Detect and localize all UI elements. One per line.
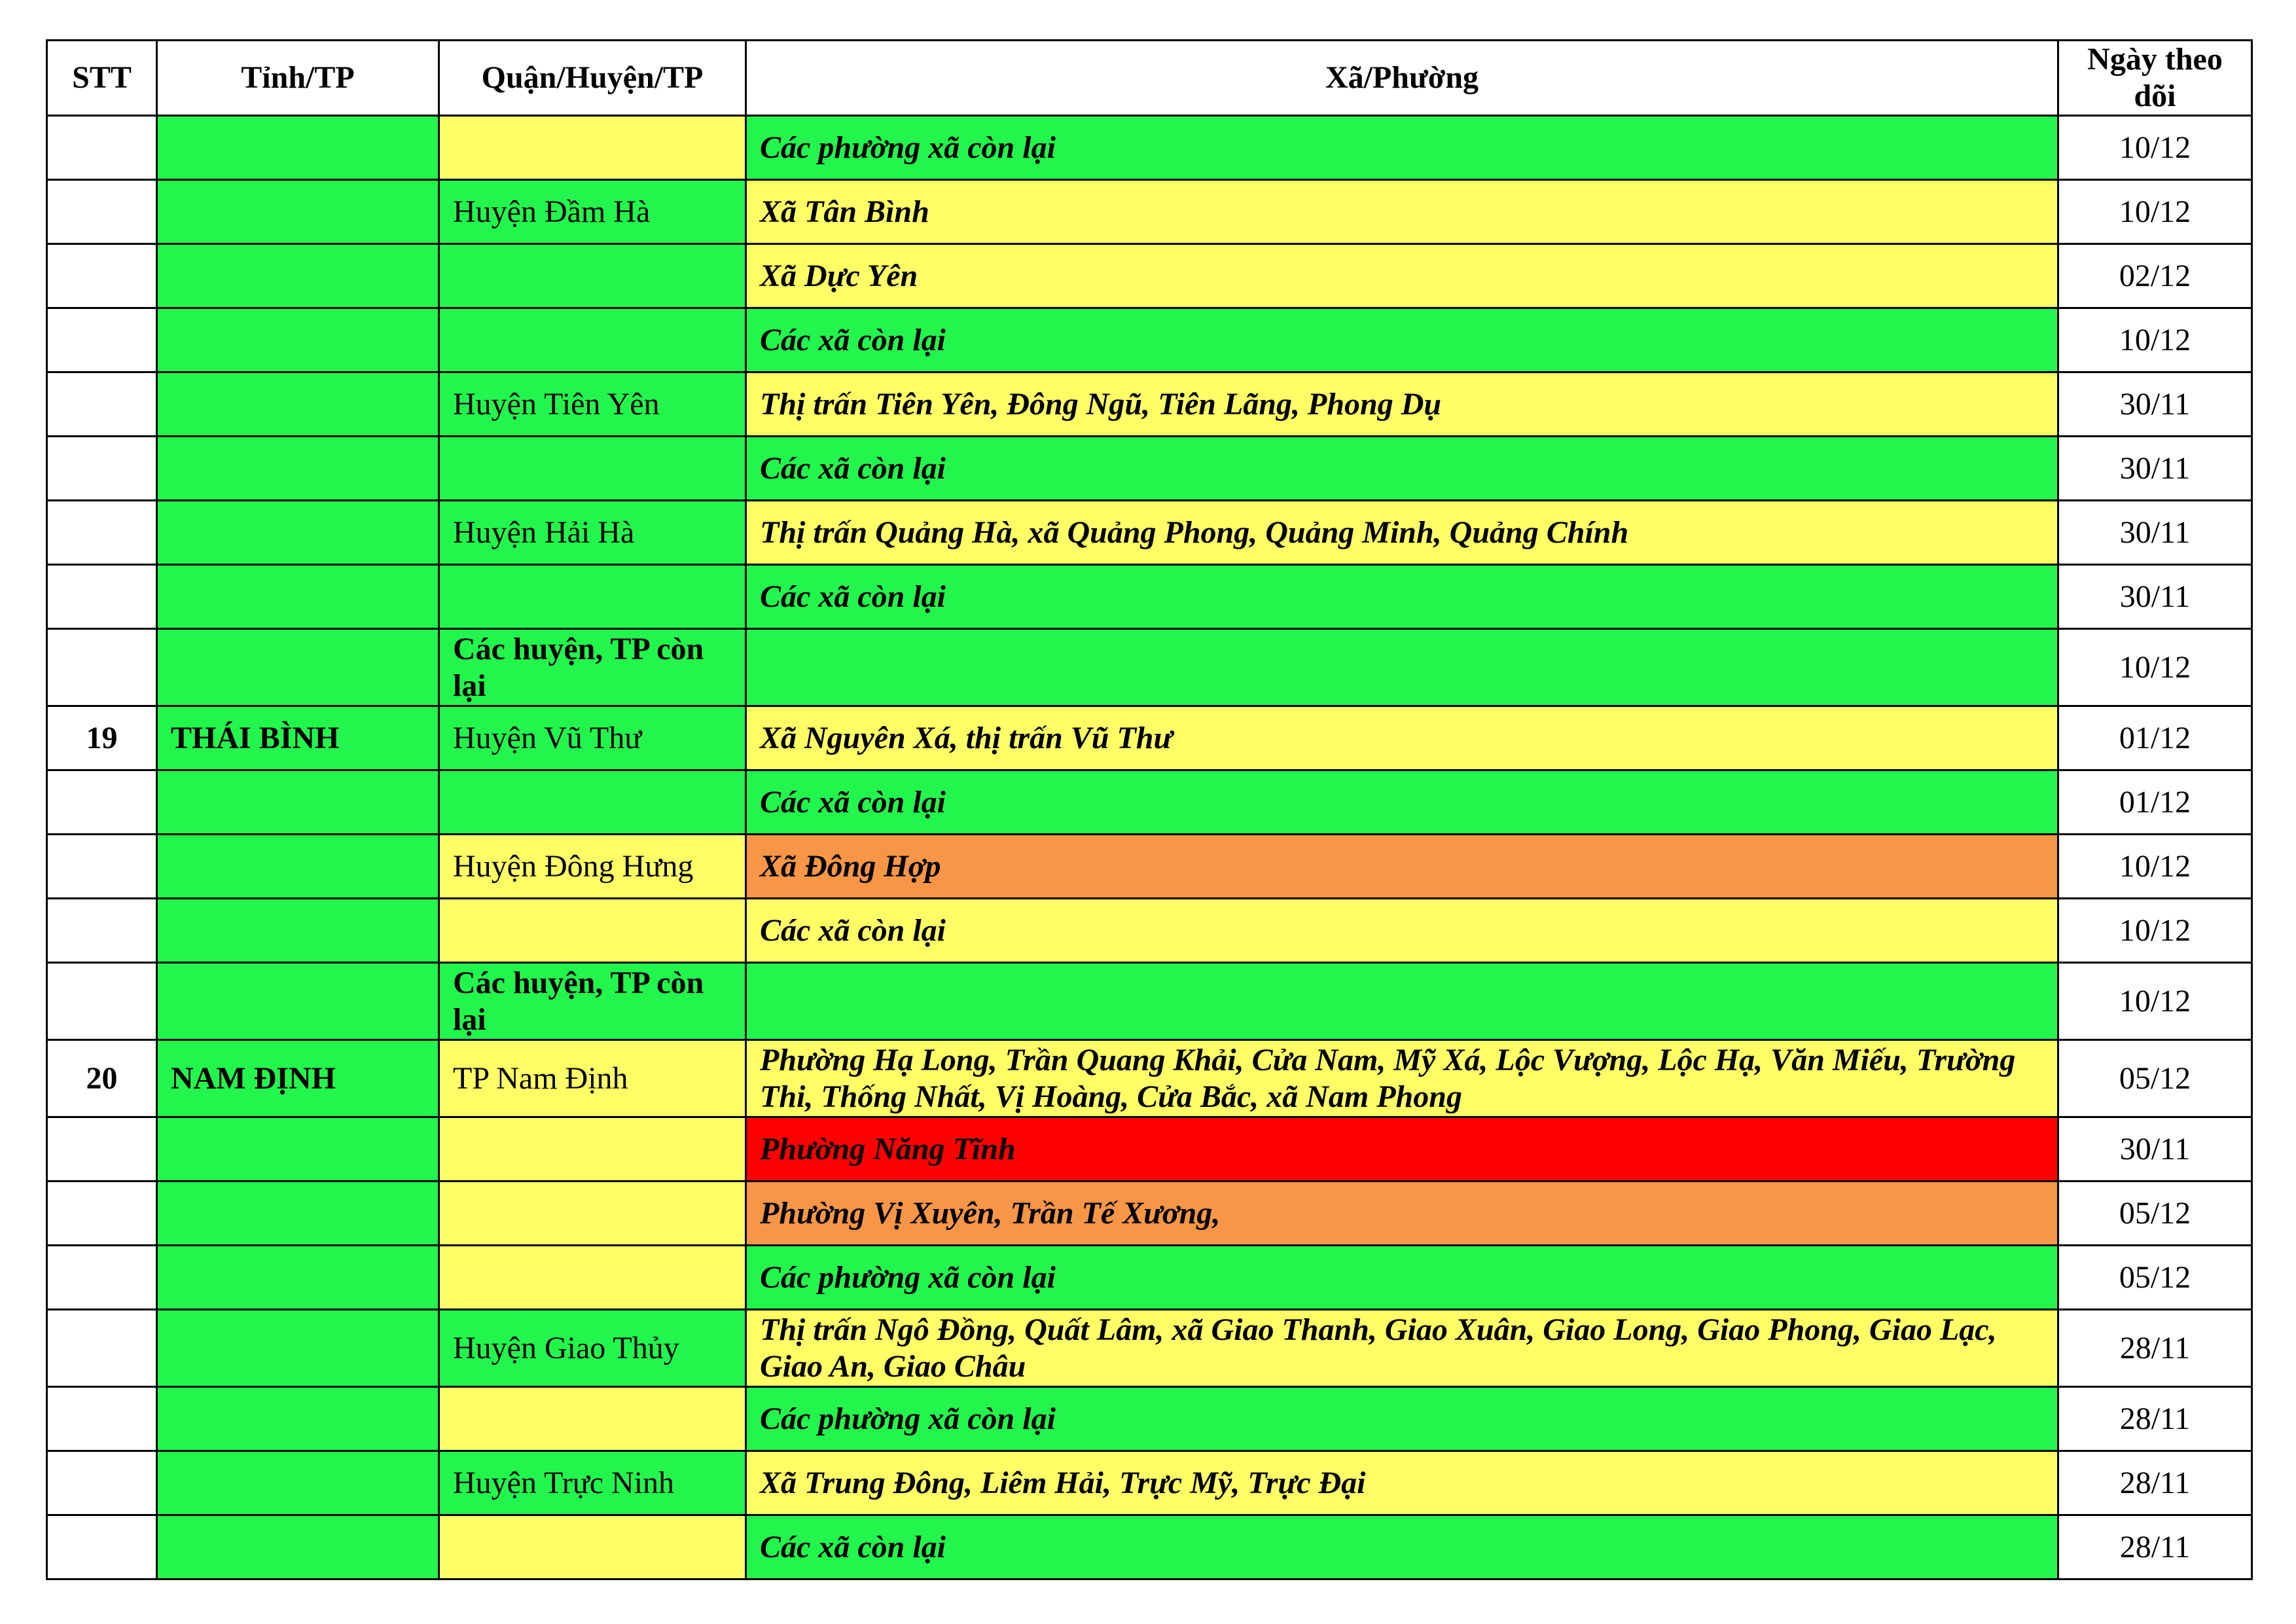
header-ngay: Ngày theo dõi [2058,41,2252,116]
huyen-cell: Huyện Giao Thủy [439,1310,746,1387]
ngay-cell: 30/11 [2058,372,2252,437]
tinh-cell [157,1515,439,1579]
ngay-cell: 01/12 [2058,706,2252,770]
stt-cell [47,1387,157,1451]
tinh-cell [157,244,439,308]
header-xa: Xã/Phường [746,41,2058,116]
tinh-cell [157,1387,439,1451]
table-row [47,899,2252,963]
stt-cell [47,770,157,835]
xa-cell: Các phường xã còn lại [746,1246,2058,1310]
stt-cell [47,244,157,308]
xa-cell: Các xã còn lại [746,437,2058,501]
huyen-cell: Huyện Trực Ninh [439,1451,746,1515]
stt-cell [47,437,157,501]
ngay-cell: 28/11 [2058,1387,2252,1451]
table-row [47,1040,2252,1117]
huyen-cell [439,1387,746,1451]
header-stt: STT [47,41,157,116]
table-row [47,1515,2252,1579]
stt-cell [47,835,157,899]
tinh-cell [157,501,439,565]
ngay-cell: 28/11 [2058,1515,2252,1579]
tinh-cell [157,565,439,629]
ngay-cell: 02/12 [2058,244,2252,308]
tinh-cell [157,372,439,437]
ngay-cell: 30/11 [2058,437,2252,501]
ngay-cell: 10/12 [2058,963,2252,1040]
xa-cell: Các xã còn lại [746,770,2058,835]
table-row [47,835,2252,899]
xa-cell [746,629,2058,706]
huyen-cell: Huyện Đông Hưng [439,835,746,899]
tinh-cell [157,1182,439,1246]
xa-cell: Các xã còn lại [746,899,2058,963]
table-row [47,963,2252,1040]
header-row [47,41,2252,116]
tinh-cell [157,308,439,372]
huyen-cell [439,116,746,180]
huyen-cell [439,437,746,501]
stt-cell [47,1451,157,1515]
stt-cell [47,1310,157,1387]
stt-cell [47,501,157,565]
ngay-cell: 28/11 [2058,1451,2252,1515]
huyen-cell: Huyện Tiên Yên [439,372,746,437]
xa-cell: Xã Dực Yên [746,244,2058,308]
ngay-cell: 10/12 [2058,899,2252,963]
ngay-cell: 30/11 [2058,501,2252,565]
monitoring-table [46,39,2253,1580]
table-row [47,565,2252,629]
xa-cell: Xã Nguyên Xá, thị trấn Vũ Thư [746,706,2058,770]
xa-cell: Các xã còn lại [746,565,2058,629]
table-row [47,372,2252,437]
stt-cell [47,899,157,963]
huyen-cell: Huyện Đầm Hà [439,180,746,244]
ngay-cell: 05/12 [2058,1182,2252,1246]
stt-cell [47,565,157,629]
ngay-cell: 10/12 [2058,835,2252,899]
tinh-cell [157,1310,439,1387]
stt-cell [47,308,157,372]
xa-cell: Thị trấn Quảng Hà, xã Quảng Phong, Quảng Minh, Quảng Chính [746,501,2058,565]
huyen-cell: Huyện Hải Hà [439,501,746,565]
table-row [47,1451,2252,1515]
huyen-cell: Huyện Vũ Thư [439,706,746,770]
stt-cell: 19 [47,706,157,770]
huyen-cell [439,308,746,372]
ngay-cell: 30/11 [2058,565,2252,629]
table-row [47,501,2252,565]
xa-cell: Các phường xã còn lại [746,1387,2058,1451]
huyen-cell [439,244,746,308]
huyen-cell: Các huyện, TP còn lại [439,963,746,1040]
xa-cell [746,963,2058,1040]
stt-cell [47,963,157,1040]
tinh-cell [157,180,439,244]
xa-cell: Thị trấn Ngô Đồng, Quất Lâm, xã Giao Thanh, Giao Xuân, Giao Long, Giao Phong, Giao Lạc, Giao An, Giao Châu [746,1310,2058,1387]
tinh-cell [157,1117,439,1182]
tinh-cell [157,1451,439,1515]
table-row [47,629,2252,706]
ngay-cell: 10/12 [2058,308,2252,372]
xa-cell: Phường Năng Tĩnh [746,1117,2058,1182]
ngay-cell: 10/12 [2058,629,2252,706]
table-row [47,770,2252,835]
tinh-cell [157,116,439,180]
header-tinh: Tỉnh/TP [157,41,439,116]
table-row [47,1310,2252,1387]
xa-cell: Phường Hạ Long, Trần Quang Khải, Cửa Nam, Mỹ Xá, Lộc Vượng, Lộc Hạ, Văn Miếu, Trường Thi, Thống Nhất, Vị Hoàng, Cửa Bắc, xã Nam Phong [746,1040,2058,1117]
tinh-cell [157,770,439,835]
huyen-cell [439,1117,746,1182]
table-row [47,706,2252,770]
huyen-cell [439,1515,746,1579]
tinh-cell [157,963,439,1040]
stt-cell [47,116,157,180]
xa-cell: Thị trấn Tiên Yên, Đông Ngũ, Tiên Lãng, Phong Dụ [746,372,2058,437]
xa-cell: Xã Đông Hợp [746,835,2058,899]
xa-cell: Xã Trung Đông, Liêm Hải, Trực Mỹ, Trực Đại [746,1451,2058,1515]
table-row [47,437,2252,501]
table-row [47,1117,2252,1182]
table-row [47,244,2252,308]
stt-cell [47,180,157,244]
table-row [47,1387,2252,1451]
huyen-cell [439,1182,746,1246]
huyen-cell [439,899,746,963]
tinh-cell [157,899,439,963]
huyen-cell [439,565,746,629]
tinh-cell [157,1246,439,1310]
ngay-cell: 05/12 [2058,1040,2252,1117]
table-row [47,1182,2252,1246]
tinh-cell [157,629,439,706]
header-huyen: Quận/Huyện/TP [439,41,746,116]
ngay-cell: 28/11 [2058,1310,2252,1387]
table-row [47,308,2252,372]
stt-cell [47,1117,157,1182]
ngay-cell: 30/11 [2058,1117,2252,1182]
stt-cell [47,629,157,706]
stt-cell [47,1515,157,1579]
stt-cell [47,372,157,437]
tinh-cell: THÁI BÌNH [157,706,439,770]
tinh-cell: NAM ĐỊNH [157,1040,439,1117]
tinh-cell [157,835,439,899]
ngay-cell: 10/12 [2058,180,2252,244]
table-row [47,1246,2252,1310]
huyen-cell: TP Nam Định [439,1040,746,1117]
ngay-cell: 01/12 [2058,770,2252,835]
stt-cell [47,1246,157,1310]
table-row [47,180,2252,244]
huyen-cell [439,770,746,835]
ngay-cell: 10/12 [2058,116,2252,180]
stt-cell [47,1182,157,1246]
stt-cell: 20 [47,1040,157,1117]
xa-cell: Phường Vị Xuyên, Trần Tế Xương, [746,1182,2058,1246]
xa-cell: Các phường xã còn lại [746,116,2058,180]
tinh-cell [157,437,439,501]
xa-cell: Các xã còn lại [746,308,2058,372]
xa-cell: Các xã còn lại [746,1515,2058,1579]
table-row [47,116,2252,180]
huyen-cell: Các huyện, TP còn lại [439,629,746,706]
huyen-cell [439,1246,746,1310]
xa-cell: Xã Tân Bình [746,180,2058,244]
ngay-cell: 05/12 [2058,1246,2252,1310]
